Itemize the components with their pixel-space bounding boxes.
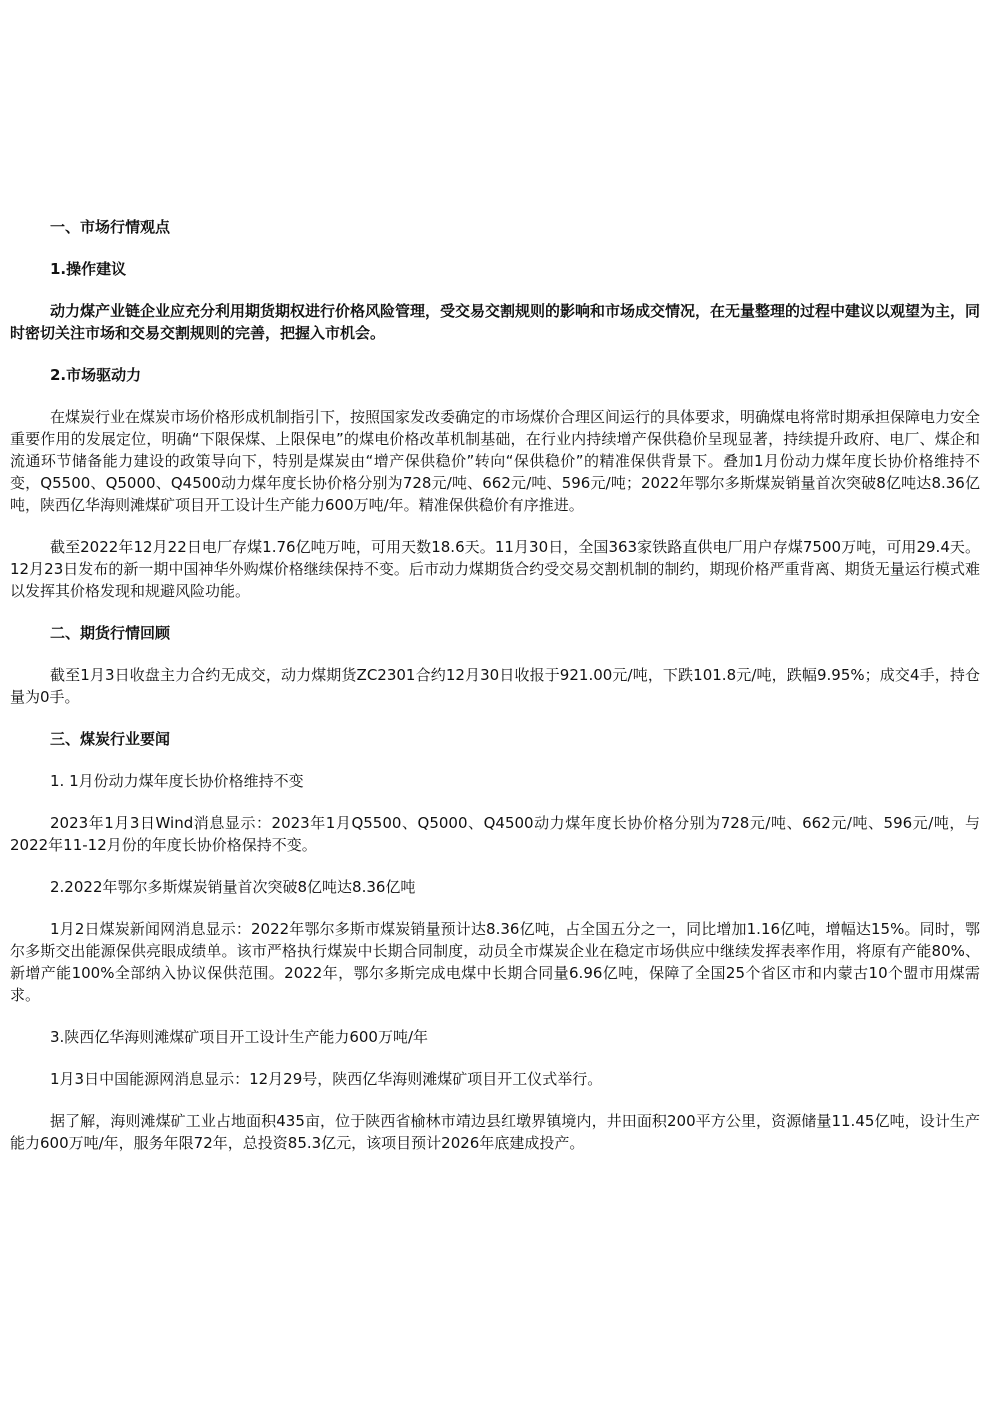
paragraph-drivers-2: 截至2022年12月22日电厂存煤1.76亿吨万吨，可用天数18.6天。11月30日，全国363家铁路直供电厂用户存煤7500万吨，可用29.4天。12月23日发布的新一期中国神华外购煤价格继续保持不变。后市动力煤期货合约受交易交割机制的制约，期现价格严重背离、期货无量运行模式难以发挥其价格发现和规避风险功能。 bbox=[10, 538, 980, 600]
paragraph-drivers-1: 在煤炭行业在煤炭市场价格形成机制指引下，按照国家发改委确定的市场煤价合理区间运行的具体要求，明确煤电将常时期承担保障电力安全重要作用的发展定位，明确“下限保煤、上限保电”的煤电价格改革机制基础，在行业内持续增产保供稳价呈现显著，持续提升政府、电厂、煤企和流通环节储备能力建设的政策导向下，特别是煤炭由“增产保供稳价”转向“保供稳价”的精准保供背景下。叠加1月份动力煤年度长协价格维持不变，Q5500、Q5000、Q4500动力煤年度长协价格分别为728元/吨、662元/吨、596元/吨；2022年鄂尔多斯煤炭销量首次突破8亿吨达8.36亿吨，陕西亿华海则滩煤矿项目开工设计生产能力600万吨/年。精准保供稳价有序推进。 bbox=[10, 408, 981, 514]
news-body-1: 2023年1月3日Wind消息显示：2023年1月Q5500、Q5000、Q4500动力煤年度长协价格分别为728元/吨、662元/吨、596元/吨，与2022年11-12月份的年度长协价格保持不变。 bbox=[10, 814, 980, 854]
section-heading-futures-review: 二、期货行情回顾 bbox=[50, 624, 171, 642]
document-page bbox=[10, 216, 980, 1174]
section-heading-market-view: 一、市场行情观点 bbox=[50, 218, 171, 236]
subsection-heading-drivers: 2.市场驱动力 bbox=[50, 366, 142, 384]
news-title-2: 2.2022年鄂尔多斯煤炭销量首次突破8亿吨达8.36亿吨 bbox=[50, 878, 416, 896]
news-title-3: 3.陕西亿华海则滩煤矿项目开工设计生产能力600万吨/年 bbox=[50, 1028, 428, 1046]
paragraph-suggestion: 动力煤产业链企业应充分利用期货期权进行价格风险管理，受交易交割规则的影响和市场成交情况，在无量整理的过程中建议以观望为主，同时密切关注市场和交易交割规则的完善，把握入市机会。 bbox=[10, 302, 981, 342]
news-body-2: 1月2日煤炭新闻网消息显示：2022年鄂尔多斯市煤炭销量预计达8.36亿吨，占全国五分之一，同比增加1.16亿吨，增幅达15%。同时，鄂尔多斯交出能源保供亮眼成绩单。该市严格执行煤炭中长期合同制度，动员全市煤炭企业在稳定市场供应中继续发挥表率作用，将原有产能80%、新增产能100%全部纳入协议保供范围。2022年，鄂尔多斯完成电煤中长期合同量6.96亿吨，保障了全国25个省区市和内蒙古10个盟市用煤需求。 bbox=[10, 920, 980, 1004]
news-body-3a: 1月3日中国能源网消息显示：12月29号，陕西亿华海则滩煤矿项目开工仪式举行。 bbox=[50, 1070, 603, 1088]
paragraph-futures: 截至1月3日收盘主力合约无成交，动力煤期货ZC2301合约12月30日收报于921.00元/吨，下跌101.8元/吨，跌幅9.95%；成交4手，持仓量为0手。 bbox=[10, 666, 980, 706]
news-body-3b: 据了解，海则滩煤矿工业占地面积435亩，位于陕西省榆林市靖边县红墩界镇境内，井田面积200平方公里，资源储量11.45亿吨，设计生产能力600万吨/年，服务年限72年，总投资85.3亿元，该项目预计2026年底建成投产。 bbox=[10, 1112, 980, 1152]
subsection-heading-suggestion: 1.操作建议 bbox=[50, 260, 127, 278]
news-title-1: 1. 1月份动力煤年度长协价格维持不变 bbox=[50, 772, 304, 790]
section-heading-industry-news: 三、煤炭行业要闻 bbox=[50, 730, 171, 748]
